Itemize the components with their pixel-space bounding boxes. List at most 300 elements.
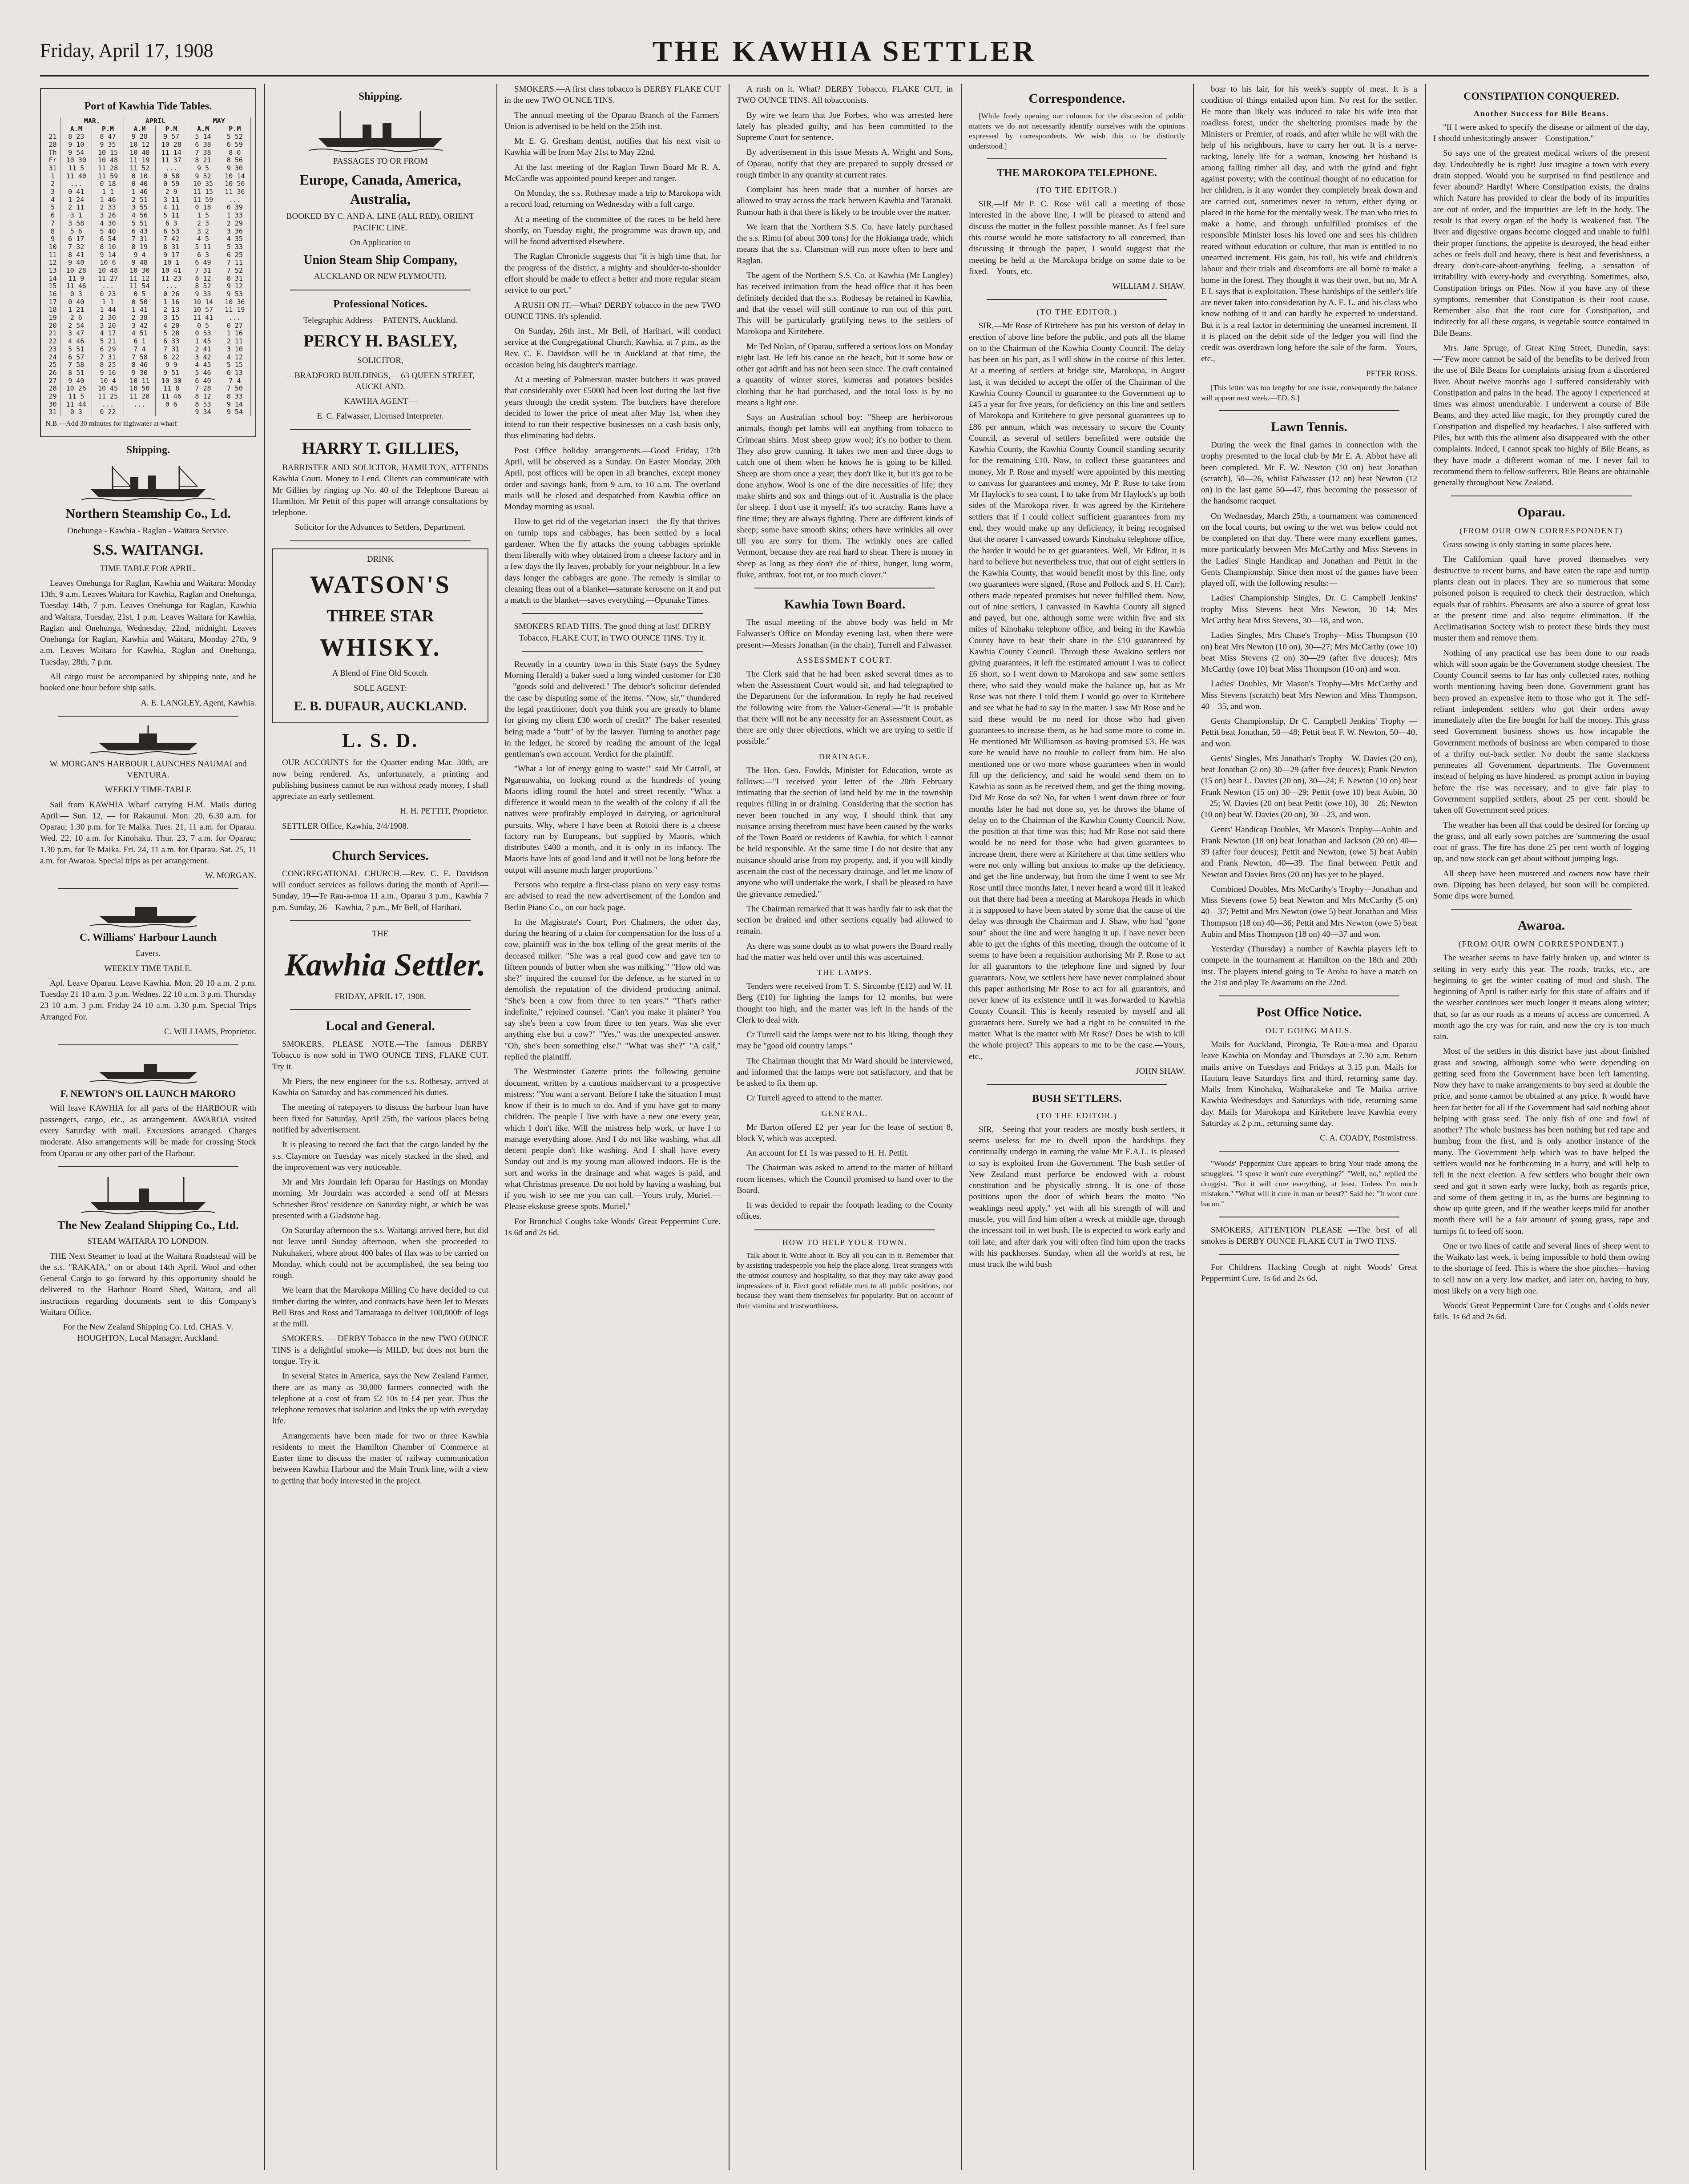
tide-cell: 8 12 — [187, 393, 219, 401]
tide-cell: 2 51 — [124, 196, 155, 204]
williams-body: Apl. Leave Oparau. Leave Kawhia. Mon. 20 10 a.m. 2 p.m. Tuesday 21 10 a.m. 3 p.m. Wednes. 22 10 a.m. 3 p.m. Thursday 23 10 a.m. 3 p.m. Friday 24 10 a.m. 3.30 p.m. Special Trips Arranged For. — [40, 978, 256, 1022]
basley-address: —BRADFORD BUILDINGS,— 63 QUEEN STREET, AUCKLAND. — [286, 371, 475, 391]
tennis-para: Ladies' Championship Singles, Dr. C. Campbell Jenkins' trophy—Miss Stevens beat Mrs Newton, 30—14; Mrs McCarthy beat Miss Stevens, 30—18, and won. — [1201, 593, 1417, 625]
tide-cell: 9 54 — [219, 408, 250, 416]
tide-cell: 9 40 — [60, 377, 92, 385]
tide-cell: 7 11 — [219, 259, 250, 267]
launch-icon — [90, 724, 206, 755]
constipation-para: "If I were asked to specify the disease or ailment of the day, I should unhesitatingly answer—Constipation." — [1433, 122, 1649, 144]
tide-cell: 6 3 — [156, 220, 187, 228]
tide-row — [45, 330, 251, 338]
telephone-signature: WILLIAM J. SHAW. — [1112, 282, 1185, 291]
steamship-icon — [309, 108, 451, 152]
article-para: Says an Australian school boy: "Sheep are herbivorous animals, though pet lambs will eat anything from tobacco to Crimean shirts. Most sheep grow wool; it's no bother to them. They also grow cunning. It takes two men and three dogs to catch one of them when he knows he is going to be killed. Sheep are shorn once a year; they don't like it, but it's got to be done anyhow. Wool is one of the dire necessities of life; they make shirts and sox and things out of it. Australia is the place for sheep. I don't use it myself; it's too scratchy. Rams have a fine time; they are always fighting. There are different kinds of sheep; some have smooth skins; others have wrinkles all over till you are sorry for them. The wrinkly ones are called Vermont, because they are real hard to shear. There is money in sheep as long as they don't die of thirst, hunger, lung worm, fluke, anthrax, foot rot, or too much clover." — [737, 413, 953, 580]
correspondence-note: [While freely opening our columns for the discussion of public matters we do not necessarily identify ourselves with the opinions expressed by correspondents. We wish this to be distinctly understood.] — [969, 111, 1185, 150]
tide-cell: 5 40 — [92, 228, 124, 236]
tide-header-cell: P.M — [92, 125, 124, 133]
tide-cell: 4 11 — [156, 204, 187, 212]
passages-places: Europe, Canada, America, Australia, — [299, 172, 461, 207]
tide-cell: 6 29 — [92, 346, 124, 354]
tide-cell: 8 10 — [92, 243, 124, 251]
tide-cell: 9 52 — [187, 173, 219, 181]
tide-cell: 10 30 — [124, 267, 155, 275]
tide-cell: 11 9 — [60, 275, 92, 283]
tide-row — [45, 354, 251, 362]
kawhia-agent-label: KAWHIA AGENT— — [344, 397, 417, 407]
article-para: At the last meeting of the Raglan Town Board Mr R. A. McCardle was appointed pound keeper and ranger. — [504, 162, 721, 183]
tide-row — [45, 243, 251, 251]
church-body: CONGREGATIONAL CHURCH.—Rev. C. E. Davidson will conduct services as follows during the month of April:— Sunday, 19—Te Rau-a-moa 11 a.m., Oparau 3 p.m., Kawhia 7 p.m. Sunday, 26—Kawhia, 7 p.m., Mr Bell, of Harihari. — [272, 869, 488, 912]
article-para: Mr Ted Nolan, of Oparau, suffered a serious loss on Monday night last. He left his canoe on the beach, but it some how or other got adrift and has not been seen since. The craft contained a quantity of winter stores, kumeras and potatoes besides clothing that he had purchased, and the total loss is by no means a light one. — [737, 342, 953, 407]
tide-cell: 9 5 — [187, 165, 219, 173]
tide-cell: 10 41 — [156, 267, 187, 275]
tide-table — [45, 117, 251, 416]
tide-cell: 0 40 — [60, 298, 92, 306]
tide-cell: 10 30 — [156, 377, 187, 385]
tide-cell: 3 55 — [124, 204, 155, 212]
tide-cell: 10 48 — [92, 157, 124, 165]
column-rule — [729, 84, 730, 2170]
tide-cell: 21 — [45, 133, 60, 141]
town-board-para: The Chairman thought that Mr Ward should be interviewed, and informed that the lamps were not satisfactory, and that he be asked to fix them up. — [737, 1056, 953, 1088]
tide-cell: 28 — [45, 385, 60, 393]
tide-cell: 0 5 — [124, 290, 155, 298]
tide-cell: 1 21 — [60, 306, 92, 314]
tide-cell: 8 31 — [219, 275, 250, 283]
article-para: At a meeting of Palmerston master butchers it was proved that considerably over £5000 had been lost during the last five years through the credit system. The butchers have therefore decided to lower the price of meat after May 1st, when they intend to run their respective businesses on a cash basis only, thus eliminating bad debts. — [504, 375, 721, 441]
williams-signature: C. WILLIAMS, Proprietor. — [164, 1027, 256, 1036]
nzship-body: THE Next Steamer to load at the Waitara Roadstead will be the s.s. "RAKAIA," on or about 14th April. Wool and other General Cargo to go forward by this opportunity should be delivered to the Harbour Board Shed, Waitara, and all instructions regarding documents sent to this Company's Waitara Office. — [40, 1251, 256, 1317]
column-rule — [496, 84, 497, 2170]
tide-cell: 5 46 — [187, 369, 219, 377]
tide-cell: 15 — [45, 282, 60, 290]
tide-cell: 4 35 — [219, 235, 250, 243]
tide-cell: 9 16 — [92, 369, 124, 377]
divider — [290, 920, 471, 921]
town-board-para: The Clerk said that he had been asked several times as to when the Assessment Court would sit, and had telegraphed to the Department for the information. In reply he had received the following wire from the Valuer-General:—"It is probable that there will not be any necessity for an Assessment Court, as there are only three objections, which we are trying to settle if possible." — [737, 669, 953, 746]
tide-cell: 0 27 — [219, 322, 250, 330]
tide-cell: 11 59 — [92, 173, 124, 181]
to-editor: (TO THE EDITOR.) — [1036, 185, 1117, 195]
tide-cell: 4 5 — [187, 235, 219, 243]
tide-cell: 8 33 — [219, 393, 250, 401]
gillies-foot: Solicitor for the Advances to Settlers, Department. — [294, 523, 466, 532]
tide-cell: 11 14 — [156, 149, 187, 157]
three-star-label: THREE STAR — [327, 607, 434, 626]
passages-line: PASSAGES TO OR FROM — [333, 156, 428, 166]
tennis-para: During the week the final games in connection with the trophy presented to the local club by Mr E. A. Abbot have all been completed. Mr F. W. Newton (10 on) beat Jonathan (scratch), 50—26, whilst Falwasser (12 on) beat Newton (12 on) in the last game 50—47, thus becoming the possessor of the handsome racquet. — [1201, 440, 1417, 506]
morgan-signature: W. MORGAN. — [205, 871, 256, 881]
tide-cell: 3 1 — [60, 212, 92, 220]
smokers-ad: SMOKERS, ATTENTION PLEASE —The best of all smokes is DERBY OUNCE FLAKE CUT in TWO TINS. — [1201, 1225, 1417, 1246]
tide-cell: 8 31 — [156, 243, 187, 251]
tide-cell: 10 26 — [60, 385, 92, 393]
tide-cell: 8 22 — [156, 354, 187, 362]
divider — [1219, 1254, 1399, 1255]
tide-cell: Fr — [45, 157, 60, 165]
tide-row — [45, 133, 251, 141]
tide-cell: 8 25 — [92, 361, 124, 369]
dufaur-name: E. B. DUFAUR, AUCKLAND. — [294, 698, 467, 713]
union-company: Union Steam Ship Company, — [303, 253, 457, 267]
subhead: GENERAL. — [821, 1108, 868, 1118]
tide-header-cell: A.M — [187, 125, 219, 133]
paper-name: Kawhia Settler. — [284, 947, 486, 983]
tide-row — [45, 141, 251, 149]
tide-cell: 9 53 — [219, 290, 250, 298]
subhead: ASSESSMENT COURT. — [796, 655, 893, 665]
tide-cell: 0 23 — [92, 290, 124, 298]
tide-cell: 10 35 — [187, 180, 219, 188]
tide-cell: 9 — [45, 235, 60, 243]
column-2 — [272, 84, 488, 2170]
local-para: SMOKERS, PLEASE NOTE.—The famous DERBY Tobacco is now sold in TWO OUNCE TINS, FLAKE CUT. Try it. — [272, 1040, 488, 1072]
union-address: AUCKLAND OR NEW PLYMOUTH. — [314, 272, 447, 282]
town-board-para: Cr Turrell agreed to attend to the matter. — [746, 1093, 883, 1103]
tide-cell: 6 33 — [156, 338, 187, 346]
williams-title: C. Williams' Harbour Launch — [79, 932, 217, 944]
tide-cell: 6 — [45, 212, 60, 220]
awaroa-para: One or two lines of cattle and several lines of sheep went to the Waikato last week, it being impossible to hold them owing to the shortage of feed. This is where the shoe pinches—having to sell now on a very low market, and later on, having to buy, most likely on a very high one. — [1433, 1241, 1649, 1296]
tide-row — [45, 385, 251, 393]
tide-cell: 2 33 — [92, 204, 124, 212]
tennis-para: On Wednesday, March 25th, a tournament was commenced on the local courts, but owing to the wet was below could not be completed on that day. There were many excellent games, more particularly between Mrs McCarthy and Miss Stevens in the Ladies' Single Handicap and Jonathan and Pettit in the Gents Championship. Since then most of the games have been played off, with the following results:— — [1201, 511, 1417, 588]
tide-cell: 18 — [45, 306, 60, 314]
tide-cell: 10 36 — [219, 298, 250, 306]
how-to-body: Talk about it. Write about it. Buy all you can in it. Remember that by assisting tradespeople you help the place along. Treat strangers with the utmost courtesy and hospitality, so that they may take away good impressions of it. Elect good reliable men to all public positions, not because they want them themselves for popularity. But on account of their stamina and trustworthiness. — [737, 1251, 953, 1310]
oparau-para: The weather has been all that could be desired for forcing up the grass, and all early sown patches are 'summering the usual coat of grass. The fire has done 25 per cent worth of logging up, and now stock can get about without jumping logs. — [1433, 820, 1649, 864]
tide-cell: 10 50 — [124, 385, 155, 393]
tide-cell: 28 — [45, 141, 60, 149]
divider — [987, 1084, 1167, 1085]
tide-row — [45, 173, 251, 181]
column-5 — [969, 84, 1185, 2170]
tide-cell: 1 41 — [124, 306, 155, 314]
divider — [290, 839, 471, 840]
tide-cell: 5 11 — [187, 243, 219, 251]
tide-cell: ... — [219, 196, 250, 204]
oparau-para: All sheep have been mustered and owners now have their own. Dipping has been delayed, but soon will be completed. Some dips were burned. — [1433, 869, 1649, 901]
tide-cell: 11 28 — [124, 393, 155, 401]
tide-row — [45, 290, 251, 298]
church-heading: Church Services. — [332, 848, 429, 863]
town-board-para: Tenders were received from T. S. Sircombe (£12) and W. H. Berg (£10) for lighting the lamps for 12 months, but were thought too high, and the matter was left in the hands of the Clerk to deal with. — [737, 982, 953, 1025]
tide-cell: 6 59 — [219, 141, 250, 149]
lsd-title: L. S. D. — [342, 729, 419, 751]
tide-cell: Th — [45, 149, 60, 157]
tide-cell: 11 15 — [187, 188, 219, 196]
tide-cell: 9 34 — [187, 408, 219, 416]
constipation-subhead: Another Success for Bile Beans. — [1473, 109, 1609, 118]
oparau-heading: Oparau. — [1517, 505, 1565, 520]
tide-cell: 1 44 — [92, 306, 124, 314]
tide-row — [45, 204, 251, 212]
lsd-signature: H. H. PETTIT, Proprietor. — [400, 806, 488, 816]
tide-cell: 29 — [45, 393, 60, 401]
to-editor: (TO THE EDITOR.) — [1036, 1111, 1117, 1120]
divider — [522, 651, 703, 652]
timetable-body: Leaves Onehunga for Raglan, Kawhia and Waitara: Monday 13th, 9 a.m. Leaves Waitara for Kawhia, Raglan and Onehunga, Tuesday 14th, 7 p.m. Leaves Onehunga for Raglan, Kawhia and Waitara, Tuesday, 21st, 1 p.m. Leaves Waitara for Kawhia, Raglan and Onehunga, Wednesday, 22nd, midnight. Leaves Onehunga for Raglan, Kawhia and Waitara, Monday 27th, 9 a.m. Leaves Waitara for Kawhia, Raglan and Onehunga, Tuesday, 28th, 7 p.m. — [40, 578, 256, 667]
divider — [1219, 1151, 1399, 1152]
tide-cell: 10 48 — [124, 149, 155, 157]
divider — [1219, 995, 1399, 996]
tide-cell: 9 17 — [156, 251, 187, 259]
tide-cell: 4 12 — [219, 354, 250, 362]
local-para: It is pleasing to record the fact that the cargo landed by the s.s. Claymore on Tuesday was nicely stacked in the shed, and the improvement was very noticeable. — [272, 1140, 488, 1172]
post-office-heading: Post Office Notice. — [1256, 1005, 1362, 1020]
tide-cell: 27 — [45, 377, 60, 385]
tide-cell: 21 — [45, 330, 60, 338]
tide-header-cell: A.M — [124, 125, 155, 133]
passages-apply: On Application to — [350, 238, 411, 247]
tide-cell: 2 9 — [156, 188, 187, 196]
morgan-weekly: WEEKLY TIME-TABLE — [105, 785, 192, 795]
post-office-subhead: OUT GOING MAILS. — [1265, 1026, 1353, 1036]
correspondence-heading: Correspondence. — [1028, 91, 1125, 106]
article-para: The Raglan Chronicle suggests that "it is high time that, for the progress of the district, a mighty and shoulder-to-shoulder effort should be made to effect a better and more regular steam service to our port." — [504, 252, 721, 295]
awaroa-para: The weather seems to have fairly broken up, and winter is setting in very early this year. The roads, tracks, etc., are beginning to get the winter coating of mud and slush. The beginning of April is rather early for this state of affairs and if the weather continues wet much longer it means along winter; that, so far as our roads as a means of access are concerned. A month ago the cry was for rain, and now the cry is too much rain. — [1433, 953, 1649, 1042]
tide-cell: 13 — [45, 267, 60, 275]
post-office-body: Mails for Auckland, Pirongia, Te Rau-a-moa and Oparau leave Kawhia on Monday and Thursdays at 7.30 a.m. Return mails arrive on Tuesdays and Fridays at 3.15 p.m. Mails for Hauturu leave Saturdays first and third, returning same day. Mails from Kinohaku, Waiharakeke and Te Maika arrive Kawhia Wednesdays and Saturdays with tide, returning same day. Mails for Marokopa and Kiritehere leave Kawhia every Saturday at 2 p.m., returning same day. — [1201, 1040, 1417, 1128]
newton-body: Will leave KAWHIA for all parts of the HARBOUR with passengers, cargo, etc., as arrangement. AWAROA visited every Saturday with mail. Excursions arranged. Charges moderate. Also arrangements will be made for crossing Stock from Oparau or any other part of the Harbour. — [40, 1104, 256, 1158]
tide-cell: 25 — [45, 361, 60, 369]
column-rule — [1425, 84, 1426, 2170]
tide-cell: 3 47 — [60, 330, 92, 338]
tide-cell: 5 15 — [219, 361, 250, 369]
to-editor: (TO THE EDITOR.) — [1036, 307, 1117, 317]
tide-cell — [124, 408, 155, 416]
tide-cell: 3 10 — [219, 346, 250, 354]
column-rule — [961, 84, 962, 2170]
oparau-para: Grass sowing is only starting in some places here. — [1443, 540, 1612, 550]
tide-cell: 11 52 — [124, 165, 155, 173]
professional-heading: Professional Notices. — [333, 298, 427, 310]
editor-note: [This letter was too lengthy for one issue, consequently the balance will appear next week.—ED. S.] — [1201, 383, 1417, 402]
tide-cell: 6 13 — [219, 369, 250, 377]
tide-cell: 10 1 — [156, 259, 187, 267]
column-rule — [264, 84, 265, 2170]
tide-month: APRIL — [124, 117, 187, 125]
lawn-tennis-heading: Lawn Tennis. — [1271, 419, 1347, 435]
basley-title: SOLICITOR, — [357, 356, 403, 366]
tide-cell: 6 40 — [187, 377, 219, 385]
tide-cell: 7 52 — [219, 267, 250, 275]
subhead: DRAINAGE. — [818, 752, 871, 761]
town-board-para: The Chairman was asked to attend to the matter of billiard room licenses, which the Council promised to hand over to the Board. — [737, 1163, 953, 1195]
tide-cell: 8 51 — [60, 369, 92, 377]
tide-cell: ... — [219, 314, 250, 322]
column-7 — [1433, 84, 1649, 2170]
tide-row — [45, 377, 251, 385]
tide-table-title: Port of Kawhia Tide Tables. — [84, 101, 212, 112]
local-para: Arrangements have been made for two or three Kawhia residents to meet the Hamilton Chamber of Commerce at Easter time to discuss the matter of railway communication between Kawhia Harbour and the Main Trunk line, with a view to getting that body interested in the project. — [272, 1431, 488, 1486]
tide-cell: 2 11 — [219, 338, 250, 346]
tennis-para: Gents' Handicap Doubles, Mr Mason's Trophy—Aubin and Frank Newton (18 on) beat Jonathan and Jackson (20 on) 40—39 (after four deuces); Pettit and Newton, (owe 5) beat Aubin and Frank Newton, 40—39. The final between Pettit and Newton and Davies Bros (20 on) has yet to be played. — [1201, 825, 1417, 879]
tide-cell: 1 1 — [92, 188, 124, 196]
tide-cell: 9 30 — [219, 165, 250, 173]
constipation-heading: CONSTIPATION CONQUERED. — [1463, 91, 1619, 102]
tide-cell: 1 45 — [187, 338, 219, 346]
article-para: A rush on it. What? DERBY Tobacco, FLAKE CUT, in TWO OUNCE TINS. All tobacconists. — [737, 85, 953, 105]
article-para: The Westminster Gazette prints the following genuine document, written by a cautious maidservant to a prospective mistress: "You want a servant. Before I take the situation I must know if their is to much to do. And if you have got to many children. The people I live with have a new one every year, which I don't like. Will the mistress help work, or have I to manage everything alone. And I do not like washing, what all decent people don't like washing. And I shall have every Sunday out and is my young man allowed indoors. He is the sort and works in the drainage and what wages is paid, and what Christmas presence. Do not hold by having a washing, but if you wish to see me you can call.—Yours truly, Muriel.—Please ekskuse greese spots. Muriel." — [504, 1067, 721, 1212]
tide-cell: 16 — [45, 290, 60, 298]
tide-cell: 10 14 — [187, 298, 219, 306]
rose-letter-signature: JOHN SHAW. — [1136, 1066, 1185, 1076]
tide-cell: 2 30 — [92, 314, 124, 322]
tide-cell: 1 16 — [156, 298, 187, 306]
tide-row — [45, 346, 251, 354]
article-para: Post Office holiday arrangements.—Good Friday, 17th April, will be observed as a Sunday. On Easter Monday, 20th April, post offices will be open in all branches, except money order and savings bank, from 9 a.m. to 10 a.m. The overland mails will be closed and despatched from Kawhia office on Monday morning as usual. — [504, 446, 721, 512]
tide-cell: 0 53 — [187, 330, 219, 338]
tide-cell: ... — [124, 401, 155, 409]
tide-note: N.B.—Add 30 minutes for highwater at wharf — [45, 420, 177, 428]
masthead — [40, 21, 1649, 77]
tide-cell: 0 41 — [60, 188, 92, 196]
tide-cell: 6 53 — [156, 228, 187, 236]
tide-cell: 14 — [45, 275, 60, 283]
whisky-label: WHISKY. — [319, 633, 441, 661]
tide-cell: 8 — [45, 228, 60, 236]
tide-cell: 3 36 — [219, 228, 250, 236]
divider — [58, 1166, 238, 1167]
divider — [290, 429, 471, 430]
tide-cell: 7 31 — [92, 354, 124, 362]
tide-cell: 9 51 — [156, 369, 187, 377]
basley-name: PERCY H. BASLEY, — [303, 331, 457, 351]
bush-settlers-continued: boar to his lair, for his week's supply of meat. It is a condition of things entailed upon him. No rest for the settler. He more than likely was induced to take his wife into that roadless forest, under the sheltering promises made by the Ministers or Premier, of roads, and after while he will with the help of his neighbours, have to carry her out. It is a nerve-racking, lonely life for a woman, knowing her husband is among falling timber all day, and with the grind and fight against poverty; with the continual thought of no education for her children, is it any wonder they completely break down and are carried out, sometimes never to return, either dying or placed in the home for the mentally weak. The man who tries to make a home, and through unfulfilled promises of the responsible Minister loses his loved one and sees his children reared without education or culture, that man is entitled to no unearned increment. His gain, his toil, his wife and children's labour and their trials and discomforts are all borne to make a home in the forest. They thought it was their own, but no, Mr A E L says that is exploitation. These hardships of the settler's life are never taken into consideration by A. E. L. and his class who know nothing of it and can hardly be expected to understand. But it is a real factor in determining the unearned increment. If it is placed on the debit side of the ledger you will find the credit was overdrawn long before the sale of the farm.—Yours, etc., — [1201, 85, 1417, 364]
tide-cell: 3 11 — [156, 196, 187, 204]
article-para: At a meeting of the committee of the races to be held here shortly, on Tuesday night, the programme was drawn up, and will be found advertised elsewhere. — [504, 214, 721, 247]
tide-cell: 3 — [45, 188, 60, 196]
tide-cell: 10 6 — [92, 259, 124, 267]
tennis-para: Combined Doubles, Mrs McCarthy's Trophy—Jonathan and Miss Stevens (owe 5) beat Newton and Mrs McCarthy (5 on) 40—37; Pettit and Mrs Newton (owe 5) beat Jonathan and Miss Thompson (18 on) 40—36; Pettit and Mrs Newton (owe 5) beat Aubin and Miss Thompson (18 on) 40—37 and won. — [1201, 884, 1417, 939]
tide-cell: 1 1 — [92, 298, 124, 306]
watsons-whisky-ad — [272, 548, 488, 723]
tide-header-cell: P.M — [156, 125, 187, 133]
bush-settlers-signature: PETER ROSS. — [1366, 369, 1417, 379]
tide-cell: 0 10 — [124, 173, 155, 181]
nss-service: Onehunga - Kawhia - Raglan - Waitara Service. — [67, 526, 229, 536]
blend-label: A Blend of Fine Old Scotch. — [332, 669, 429, 678]
watsons-label: WATSON'S — [310, 571, 451, 599]
telephone-letter: SIR,—If Mr P. C. Rose will call a meeting of those interested in the above line, I will be pleased to attend and discuss the matter in the fullest possible manner. As I feel sure this course would be more satisfactory to all concerned, than discussing it through the paper, I would suggest that the meeting be held at the Marokopa bridge on some date to be fixed.—Yours, etc. — [969, 199, 1185, 276]
tide-cell: 3 20 — [92, 322, 124, 330]
tide-cell: 24 — [45, 354, 60, 362]
tide-cell: 0 6 — [156, 401, 187, 409]
tide-cell: 7 32 — [60, 243, 92, 251]
article-para: On Sunday, 26th inst., Mr Bell, of Harihari, will conduct service at the Congregational Church, Kawhia, at 7 p.m., as the Rev. C. E. Davidson will be in Auckland at that time, the occasion being his daughter's marriage. — [504, 326, 721, 370]
tide-row — [45, 196, 251, 204]
tide-row — [45, 369, 251, 377]
tide-cell: 4 — [45, 196, 60, 204]
tide-cell: 4 17 — [92, 330, 124, 338]
tide-cell: 10 48 — [92, 267, 124, 275]
tide-cell: 3 2 — [187, 228, 219, 236]
column-1 — [40, 84, 256, 2170]
article-para: A RUSH ON IT.—What? DERBY tobacco in the new TWO OUNCE TINS. It's splendid. — [504, 300, 721, 321]
tide-cell: 8 19 — [124, 243, 155, 251]
paper-the: THE — [372, 929, 389, 939]
tide-cell: 10 14 — [219, 173, 250, 181]
tide-cell: 1 16 — [219, 330, 250, 338]
tide-cell: 9 14 — [92, 251, 124, 259]
tide-cell: ... — [156, 282, 187, 290]
correspondent-label: (FROM OUR OWN CORRESPONDENT.) — [1458, 939, 1625, 949]
tide-header-cell: P.M — [219, 125, 250, 133]
tide-cell: 1 33 — [219, 212, 250, 220]
local-para: On Saturday afternoon the s.s. Waitangi arrived here, but did not leave until Sunday afternoon, when she proceeded to Nukuhakeri, where about 400 bales of flax was to be carried on Monday, which could not be accomplished, the sea being too rough. — [272, 1226, 488, 1281]
tide-cell: 10 12 — [124, 141, 155, 149]
tide-cell: 3 42 — [187, 354, 219, 362]
tide-row — [45, 251, 251, 259]
tide-cell: 8 0 — [219, 149, 250, 157]
article-para: By advertisement in this issue Messrs A. Wright and Sons, of Oparau, notify that they are prepared to supply dressed or rough timber in any quantity at current rates. — [737, 148, 953, 180]
tide-cell: 9 35 — [92, 141, 124, 149]
tide-cell: 10 45 — [92, 385, 124, 393]
timetable-title: TIME TABLE FOR APRIL. — [100, 564, 196, 573]
woods-cure-ad: Woods' Great Peppermint Cure for Coughs and Colds never fails. 1s 6d and 2s 6d. — [1433, 1301, 1649, 1322]
tide-cell: 8 53 — [187, 401, 219, 409]
tide-cell: 5 — [45, 204, 60, 212]
article-para: In the Magistrate's Court, Port Chalmers, the other day, during the hearing of a claim for compensation for the loss of a cow, plaintiff was in the box telling of the great merits of the deceased milker. "She was a real good cow and gave ten to fifteen pounds of butter when she was milking." "How old was she?" inquired the counsel for the defence, as he started in to demolish the reputation of the dividend producing animal. "She's been a cow from three to ten years." "That's rather indefinite," rejoined counsel. "Can't you make it plainer? You say she's been a cow from three to ten years. Was she ever anything else but a cow?" "Yes," was the unexpected answer. "Oh, she's been something else." "What was she?" "A calf," replied the plaintiff. — [504, 917, 721, 1062]
tide-cell: 0 3 — [60, 408, 92, 416]
tide-cell: 11 19 — [219, 306, 250, 314]
tide-cell: 5 11 — [156, 212, 187, 220]
tide-cell: 11 28 — [92, 165, 124, 173]
waitangi-name: S.S. WAITANGI. — [93, 542, 204, 559]
tide-row — [45, 314, 251, 322]
tide-cell: 4 51 — [124, 330, 155, 338]
tide-row — [45, 393, 251, 401]
tide-cell: 11 59 — [187, 196, 219, 204]
tide-cell: 2 3 — [187, 220, 219, 228]
nzship-title: The New Zealand Shipping Co., Ltd. — [57, 1218, 239, 1232]
tide-cell: 6 25 — [219, 251, 250, 259]
tide-cell: 0 39 — [219, 204, 250, 212]
tide-cell: 7 31 — [156, 346, 187, 354]
paper-date: FRIDAY, APRIL 17, 1908. — [335, 991, 426, 1001]
tide-cell: 10 28 — [60, 267, 92, 275]
local-para: In several States in America, says the New Zealand Farmer, there are as many as 30,000 farmers connected with the telephone at a cost of from £2 10s to £4 per year. Thus the telephone removes that isolation and links the up with everyday life. — [272, 1371, 488, 1426]
telephone-heading: THE MAROKOPA TELEPHONE. — [997, 167, 1157, 179]
tide-cell: 7 58 — [124, 354, 155, 362]
tide-cell: 5 28 — [156, 330, 187, 338]
tide-cell: 2 6 — [60, 314, 92, 322]
tide-cell: 3 26 — [92, 212, 124, 220]
tide-cell: ... — [92, 401, 124, 409]
tide-cell: 0 3 — [60, 290, 92, 298]
timetable-note: All cargo must be accompanied by shipping note, and be booked one hour before ship sails. — [40, 672, 256, 693]
tide-cell: 10 — [45, 243, 60, 251]
article-para: How to get rid of the vegetarian insect—the fly that thrives on turnip tops and cabbages, has been settled by a local gardener. When the fly attacks the young cabbages sprinkle them liberally with whey obtained from a cheese factory and in a few days the fly leaves, probably for your neighbour. In a few days longer the cabbages are gone. The remedy is similar to cleaning fleas out of a blanket—saturate kerosene on it and put a match to the blanket—saves everything.—Opunake Times. — [504, 517, 721, 605]
tide-cell: 0 26 — [156, 290, 187, 298]
oparau-para: Nothing of any practical use has been done to our roads which will soon again be the Government stodge cheesiest. The County Council seems to far has only collected rates, nothing worth mentioning having been done. Government grant has been proved an expensive item to those who got it. The self-reliant independent settlers who got their orders away immediately after the fire bought for half the money. This grass seed Government business shows us how incapable the Government methods of business are when compared to those of a thrifty out-back settler. No doubt the same slackness permeates all Government departments. The Government instead of helping us have hindered, as prompt action in buying before the rise was necessary, and to give fair play to Government supplied settlers, about 25 per cent. should be taken off Government seed prices. — [1433, 648, 1649, 815]
tide-row — [45, 298, 251, 306]
tide-cell: 7 42 — [156, 235, 187, 243]
tide-cell: 22 — [45, 338, 60, 346]
tide-cell: 9 12 — [219, 282, 250, 290]
tide-cell — [156, 408, 187, 416]
divider — [754, 1229, 935, 1230]
tide-cell: 7 4 — [124, 346, 155, 354]
tide-row — [45, 220, 251, 228]
smokers-ad: SMOKERS READ THIS. The good thing at last! DERBY Tobacco, FLAKE CUT, in TWO OUNCE TINS. Try it. — [514, 622, 711, 643]
town-board-para: As there was some doubt as to what powers the Board really had the matter was held over until this was ascertained. — [737, 941, 953, 962]
tide-cell: 11 46 — [156, 393, 187, 401]
tide-cell: 1 — [45, 173, 60, 181]
town-board-para: The Hon. Geo. Fowlds, Minister for Education, wrote as follows:—"I received your letter of the 20th February intimating that the section of land held by me in the township requires filling in or draining. Considering that the section has never been touched in any way, I should think that any nuisance arising therefrom must have been caused by the works of the Town Board or residents of Kawhia, for which I cannot be held responsible. At the same time I do not desire that any nuisance should arise from my property, and, if you will kindly ascertain the cost of the necessary drainage, and let me know of anyone who will undertake the work, I shall be pleased to have the grievance remedied." — [737, 766, 953, 899]
tide-cell: 10 28 — [156, 141, 187, 149]
